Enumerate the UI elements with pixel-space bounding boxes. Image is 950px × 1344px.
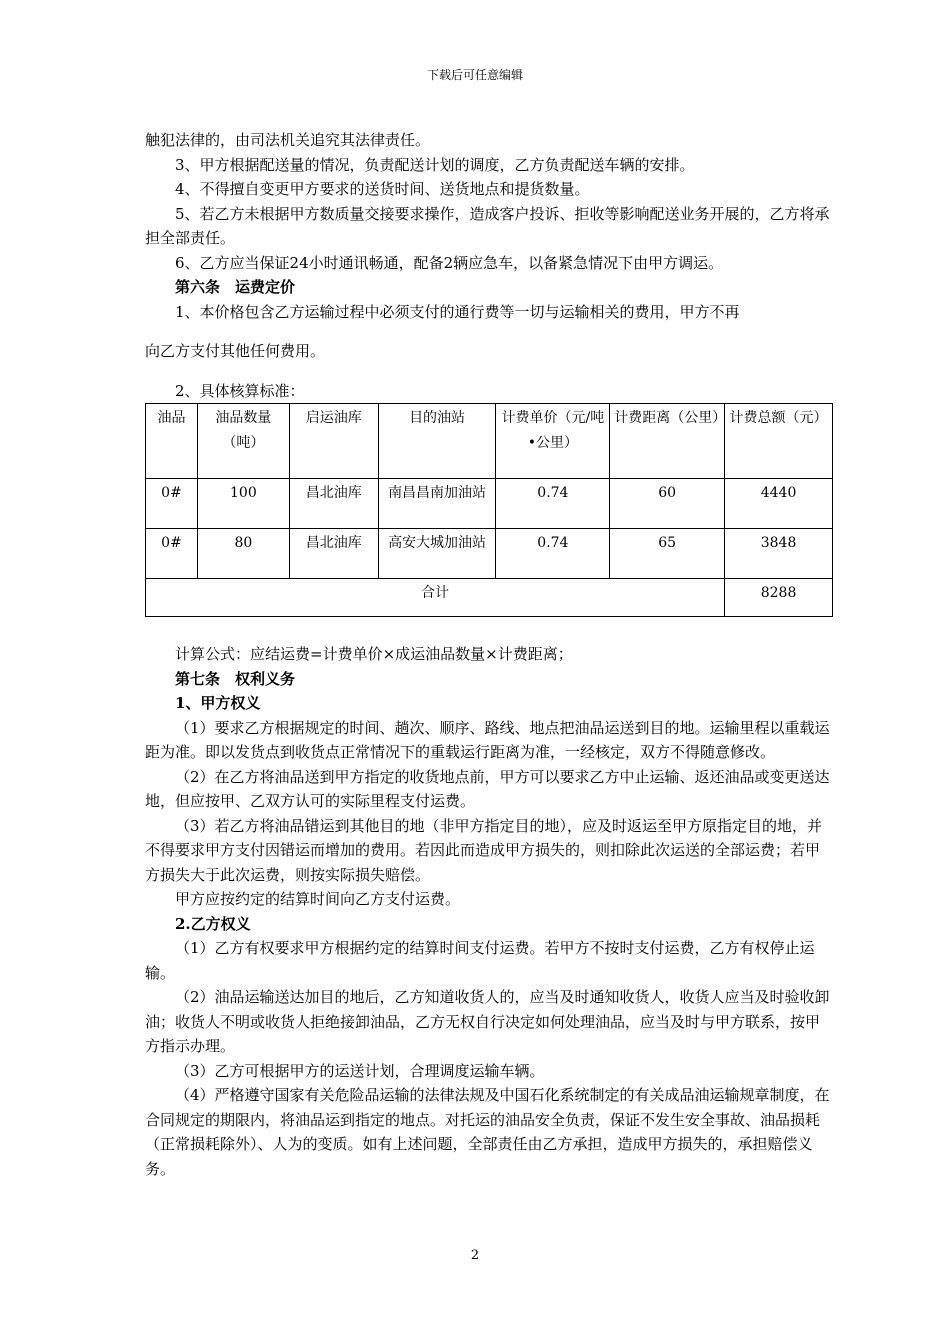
paragraph: 向乙方支付其他任何费用。 — [145, 342, 326, 360]
table-cell: 启运油库 — [289, 404, 378, 479]
table-header-row — [146, 404, 833, 479]
table-cell: 南昌昌南加油站 — [378, 479, 496, 529]
table-cell: 计费总额（元） — [725, 404, 833, 479]
table-cell: 80 — [197, 529, 289, 579]
paragraph: （3）乙方可根据甲方的运送计划，合理调度运输车辆。 — [175, 1061, 545, 1080]
total-label: 合计 — [146, 579, 725, 617]
paragraph: 3、甲方根据配送量的情况，负责配送计划的调度，乙方负责配送车辆的安排。 — [175, 155, 695, 174]
table-cell: 0.74 — [496, 529, 610, 579]
table-cell: 昌北油库 — [289, 529, 378, 579]
paragraph: 触犯法律的，由司法机关追究其法律责任。 — [145, 131, 431, 149]
paragraph: （4）严格遵守国家有关危险品运输的法律法规及中国石化系统制定的有关成品油运输规章制度，在合同规定的期限内，将油品运到指定的地点。对托运的油品安全负责，保证不发生安全事故、油品损耗（正常损耗除外）、人为的变质。如有上述问题，全部责任由乙方承担，造成甲方损失的，承担赔偿义务。 — [145, 1086, 830, 1178]
table-cell: 计费距离（公里） — [610, 404, 725, 479]
freight-table — [145, 403, 833, 617]
paragraph: 2、具体核算标准： — [175, 381, 305, 400]
paragraph: 6、乙方应当保证24小时通讯畅通，配备2辆应急车，以备紧急情况下由甲方调运。 — [175, 253, 724, 272]
table-cell: 0# — [146, 479, 198, 529]
table-cell: 3848 — [725, 529, 833, 579]
table-cell: 60 — [610, 479, 725, 529]
section-heading: 2.乙方权义 — [175, 914, 251, 933]
table-cell: 4440 — [725, 479, 833, 529]
table-row — [146, 529, 833, 579]
paragraph: 5、若乙方未根据甲方数质量交接要求操作，造成客户投诉、拒收等影响配送业务开展的，乙方将承担全部责任。 — [145, 204, 830, 247]
paragraph: 4、不得擅自变更甲方要求的送货时间、送货地点和提货数量。 — [175, 180, 590, 198]
paragraph: 计算公式：应结运费=计费单价×成运油品数量×计费距离； — [175, 645, 573, 663]
table-cell: 0# — [146, 529, 198, 579]
section-b — [145, 642, 833, 1181]
table-cell: 0.74 — [496, 479, 610, 529]
paragraph: （1）乙方有权要求甲方根据约定的结算时间支付运费。若甲方不按时支付运费，乙方有权停止运输。 — [145, 939, 815, 982]
paragraph: （2）在乙方将油品送到甲方指定的收货地点前，甲方可以要求乙方中止运输、返还油品或变更送达地，但应按甲、乙双方认可的实际里程支付运费。 — [145, 767, 830, 810]
paragraph: （2）油品运输送达加目的地后，乙方知道收货人的，应当及时通知收货人，收货人应当及时验收卸油；收货人不明或收货人拒绝接卸油品，乙方无权自行决定如何处理油品，应当及时与甲方联系，按甲方指示办理。 — [145, 988, 830, 1055]
table-total-row — [146, 579, 833, 617]
section-a — [145, 128, 833, 403]
table-cell: 目的油站 — [378, 404, 496, 479]
page-number: 2 — [470, 1248, 480, 1263]
paragraph: 甲方应按约定的结算时间向乙方支付运费。 — [175, 890, 461, 908]
section-heading: 第六条 运费定价 — [175, 278, 296, 296]
document-body — [145, 128, 833, 1181]
paragraph: （3）若乙方将油品错运到其他目的地（非甲方指定目的地），应及时返运至甲方原指定目的地，并不得要求甲方支付因错运而增加的费用。若因此而造成甲方损失的，则扣除此次运送的全部运费；若甲方损失大于此次运费，则按实际损失赔偿。 — [145, 816, 823, 884]
page-header: 下载后可任意编辑 — [426, 68, 523, 82]
table-cell: 高安大城加油站 — [378, 529, 496, 579]
table-cell: 昌北油库 — [289, 479, 378, 529]
section-heading: 1、甲方权义 — [175, 694, 261, 712]
table-cell: 油品 — [146, 404, 198, 479]
table-cell: 100 — [197, 479, 289, 529]
table-cell: 计费单价（元/吨•公里） — [496, 404, 610, 479]
paragraph: 1、本价格包含乙方运输过程中必须支付的通行费等一切与运输相关的费用，甲方不再 — [175, 302, 740, 321]
paragraph: （1）要求乙方根据规定的时间、趟次、顺序、路线、地点把油品运送到目的地。运输里程以重载运距为准。即以发货点到收货点正常情况下的重载运行距离为准，一经核定，双方不得随意修改。 — [145, 718, 830, 761]
table-cell: 油品数量（吨） — [197, 404, 289, 479]
table-row — [146, 479, 833, 529]
total-value: 8288 — [725, 579, 833, 617]
section-heading: 第七条 权利义务 — [175, 669, 296, 688]
table-cell: 65 — [610, 529, 725, 579]
